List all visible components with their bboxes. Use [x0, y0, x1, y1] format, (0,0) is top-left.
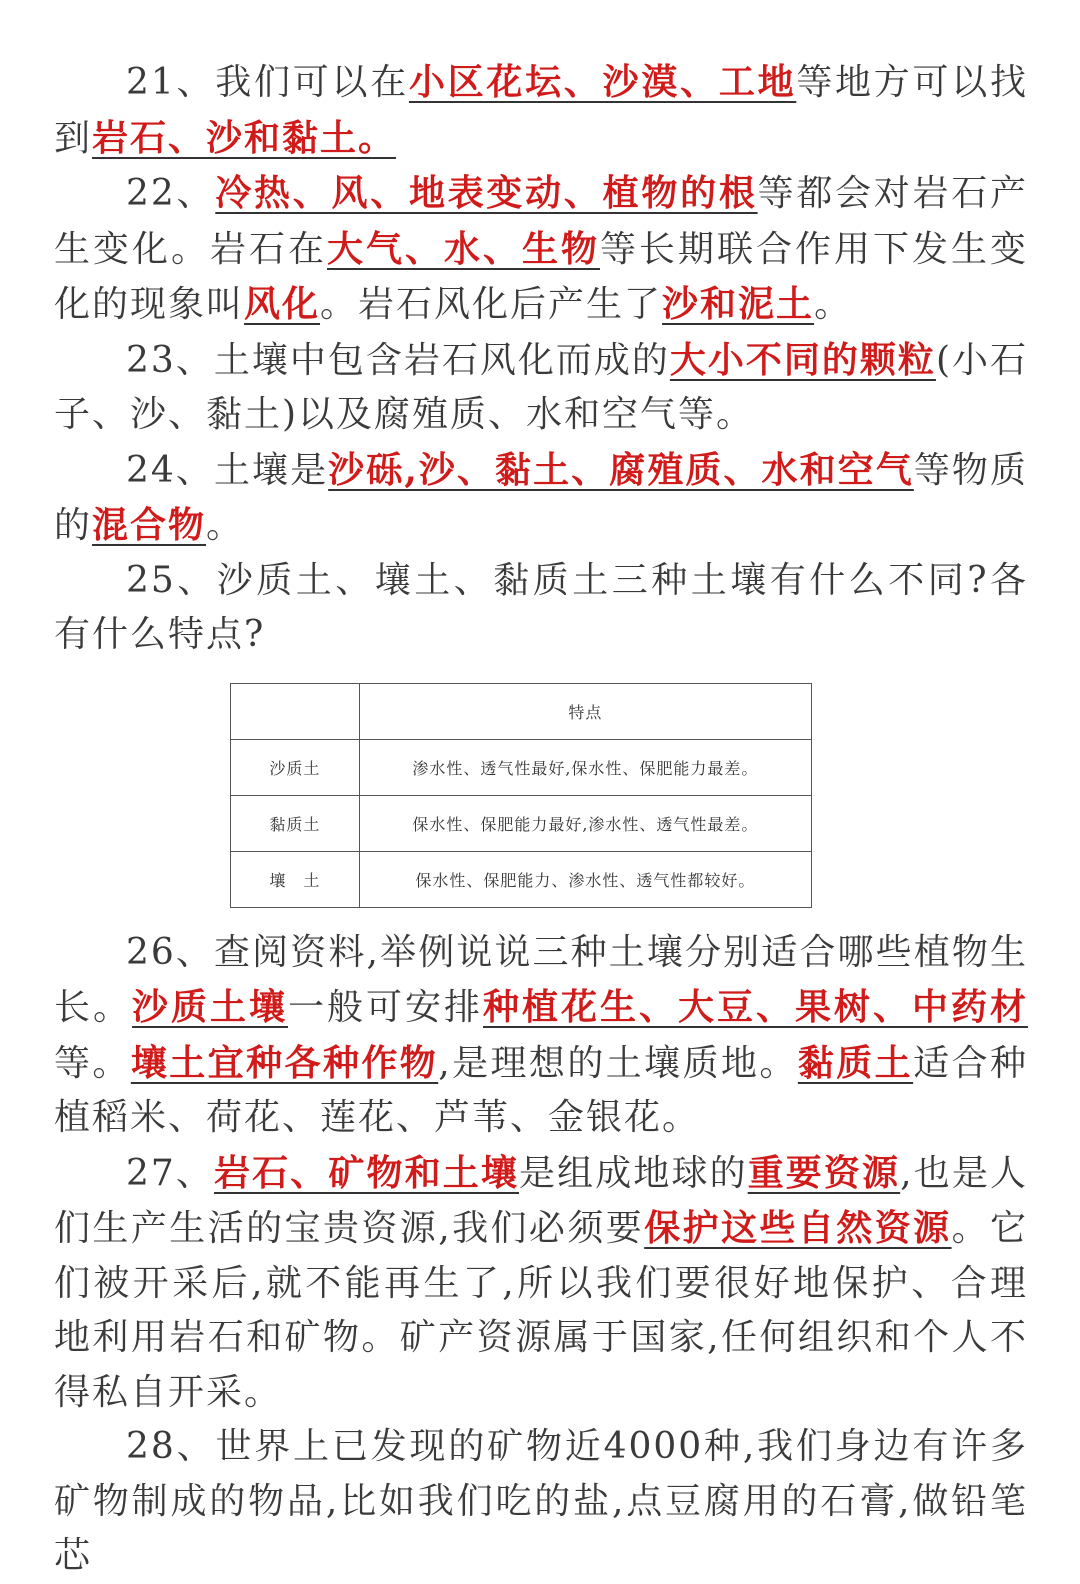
item-27-text-2: 是组成地球的 — [518, 1152, 748, 1194]
item-26-text-3: 等。 — [54, 1042, 131, 1084]
item-27-highlight-1: 岩石、矿物和土壤 — [214, 1151, 519, 1194]
item-26-highlight-1: 沙质土壤 — [132, 986, 288, 1028]
item-26-highlight-4: 黏质土 — [797, 1041, 914, 1084]
item-25 — [54, 554, 1028, 663]
item-22-highlight-4: 沙和泥土 — [662, 283, 815, 325]
item-27 — [54, 1146, 1028, 1421]
item-24-highlight-1: 沙砾,沙、黏土、腐殖质、水和空气 — [328, 448, 914, 491]
item-22-text-2: 等都会对岩石产生变化。岩石在 — [54, 173, 1028, 270]
item-26-text-2: 一般可安排 — [288, 987, 483, 1028]
item-22 — [54, 166, 1028, 333]
item-26-highlight-3: 壤土宜种各种作物 — [130, 1041, 439, 1084]
table-header-row — [231, 683, 812, 739]
item-26 — [54, 926, 1028, 1146]
soil-comparison-table — [230, 683, 812, 908]
item-24 — [54, 443, 1028, 554]
soil-type-cell: 壤 土 — [231, 851, 360, 907]
soil-feature-cell: 保水性、保肥能力最好,渗水性、透气性最差。 — [359, 795, 811, 851]
table-row — [231, 795, 812, 851]
item-21-highlight-2: 岩石、沙和黏土。 — [92, 116, 397, 159]
item-24-text-3: 。 — [206, 505, 245, 546]
item-28-text-1: 28、世界上已发现的矿物近4000种,我们身边有许多矿物制成的物品,比如我们吃的盐,点豆腐用的石膏,做铅笔芯 — [54, 1426, 1028, 1576]
item-23 — [54, 333, 1028, 443]
item-21 — [54, 55, 1028, 166]
item-27-text-4: 。它们被开采后,就不能再生了,所以我们要很好地保护、合理地利用岩石和矿物。矿产资源属于国家,任何组织和个人不得私自开采。 — [54, 1208, 1028, 1413]
item-22-highlight-1: 冷热、风、地表变动、植物的根 — [215, 172, 758, 214]
soil-feature-cell: 保水性、保肥能力、渗水性、透气性都较好。 — [359, 851, 811, 907]
item-25-text-1: 25、沙质土、壤土、黏质土三种土壤有什么不同?各有什么特点? — [54, 559, 1028, 655]
item-21-highlight-1: 小区花坛、沙漠、工地 — [408, 61, 797, 103]
item-26-text-5: 适合种植稻米、荷花、莲花、芦苇、金银花。 — [54, 1042, 1028, 1138]
item-27-text-3: ,也是人们生产生活的宝贵资源,我们必须要 — [54, 1152, 1028, 1249]
item-22-text-3: 等长期联合作用下发生变化的现象叫 — [54, 228, 1028, 325]
item-26-highlight-2: 种植花生、大豆、果树、中药材 — [483, 986, 1028, 1028]
item-27-highlight-3: 保护这些自然资源 — [644, 1207, 952, 1249]
item-24-text-1: 24、土壤是 — [126, 449, 329, 491]
table-header-features: 特点 — [359, 683, 811, 739]
item-24-highlight-2: 混合物 — [92, 504, 207, 546]
item-23-text-1: 23、土壤中包含岩石风化而成的 — [126, 339, 670, 381]
item-22-text-5: 。 — [814, 284, 853, 325]
item-22-text-1: 22、 — [126, 173, 216, 214]
table-row — [231, 739, 812, 795]
item-22-highlight-2: 大气、水、生物 — [327, 227, 600, 270]
item-27-highlight-2: 重要资源 — [747, 1151, 901, 1194]
item-23-text-2: (小石子、沙、黏土)以及腐殖质、水和空气等。 — [54, 339, 1028, 435]
item-21-text-2: 等地方可以找到 — [54, 62, 1028, 159]
item-24-text-2: 等物质的 — [54, 449, 1028, 546]
soil-table-wrapper — [230, 683, 812, 908]
table-header-blank — [231, 683, 360, 739]
item-26-text-4: ,是理想的土壤质地。 — [438, 1042, 798, 1084]
item-21-text-1: 21、我们可以在 — [126, 62, 409, 103]
item-27-text-1: 27、 — [126, 1152, 215, 1194]
item-22-text-4: 。岩石风化后产生了 — [320, 284, 663, 325]
soil-type-cell: 沙质土 — [231, 739, 360, 795]
item-22-highlight-3: 风化 — [244, 283, 321, 325]
soil-feature-cell: 渗水性、透气性最好,保水性、保肥能力最差。 — [359, 739, 811, 795]
item-26-text-1: 26、查阅资料,举例说说三种土壤分别适合哪些植物生长。 — [54, 931, 1028, 1028]
table-row — [231, 851, 812, 907]
item-28 — [54, 1420, 1028, 1584]
soil-type-cell: 黏质土 — [231, 795, 360, 851]
item-23-highlight-1: 大小不同的颗粒 — [669, 338, 936, 381]
